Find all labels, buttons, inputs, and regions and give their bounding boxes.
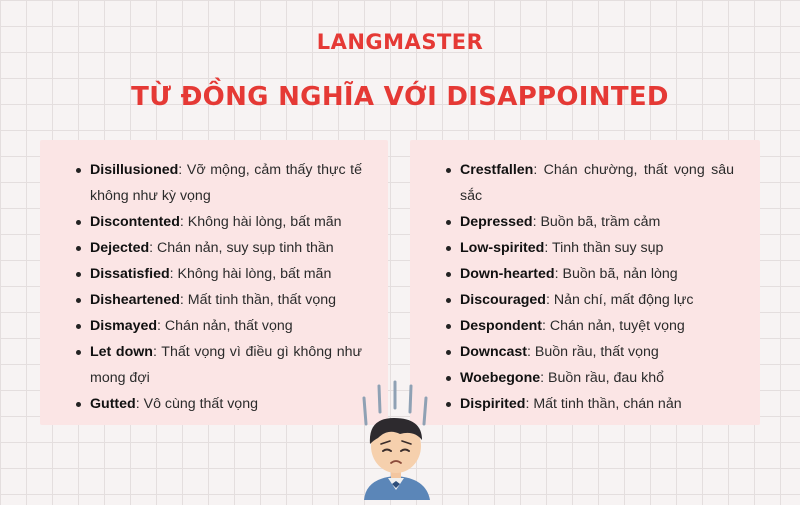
synonym-meaning: : Không hài lòng, bất mãn <box>169 266 332 282</box>
sad-person-icon <box>348 378 448 500</box>
synonym-term: Gutted <box>90 396 136 412</box>
synonym-meaning: : Vô cùng thất vọng <box>135 396 258 412</box>
synonym-list-right <box>410 140 760 417</box>
list-item <box>90 235 362 261</box>
synonym-meaning: : Vỡ mộng, cảm thấy thực tế không như kỳ vọng <box>90 162 362 204</box>
synonym-meaning: : Mất tinh thần, thất vọng <box>179 292 337 308</box>
synonym-meaning: : Buồn rầu, thất vọng <box>527 344 659 360</box>
synonym-meaning: : Buồn bã, trầm cảm <box>532 214 661 230</box>
page-title: TỪ ĐỒNG NGHĨA VỚI DISAPPOINTED <box>131 82 669 112</box>
synonym-term: Disheartened <box>90 292 180 308</box>
list-item <box>90 391 362 417</box>
brand-logo: LANGMASTER <box>316 30 484 54</box>
synonym-term: Dissatisfied <box>90 266 170 282</box>
synonym-term: Let down <box>90 344 153 360</box>
list-item <box>90 209 362 235</box>
synonym-term: Dejected <box>90 240 150 256</box>
list-item <box>460 157 734 209</box>
list-item <box>460 365 734 391</box>
synonym-term: Down-hearted <box>460 266 555 282</box>
synonym-meaning: : Thất vọng vì điều gì không như mong đợi <box>90 344 362 386</box>
synonym-card-left <box>40 140 388 425</box>
list-item <box>460 287 734 313</box>
list-item <box>460 313 734 339</box>
list-item <box>90 339 362 391</box>
synonym-list-left <box>40 140 388 417</box>
list-item <box>460 391 734 417</box>
synonym-term: Despondent <box>460 318 542 334</box>
synonym-term: Dismayed <box>90 318 158 334</box>
synonym-term: Dispirited <box>460 396 526 412</box>
synonym-term: Crestfallen <box>460 162 534 178</box>
list-item <box>460 339 734 365</box>
synonym-term: Discontented <box>90 214 180 230</box>
list-item <box>460 261 734 287</box>
synonym-meaning: : Chán nản, suy sụp tinh thần <box>149 240 334 256</box>
list-item <box>90 261 362 287</box>
list-item <box>90 157 362 209</box>
synonym-card-right <box>410 140 760 425</box>
synonym-meaning: : Không hài lòng, bất mãn <box>179 214 342 230</box>
synonym-term: Depressed <box>460 214 533 230</box>
synonym-term: Low-spirited <box>460 240 545 256</box>
synonym-meaning: : Chán nản, tuyệt vọng <box>541 318 685 334</box>
synonym-term: Woebegone <box>460 370 541 386</box>
synonym-term: Downcast <box>460 344 528 360</box>
list-item <box>90 287 362 313</box>
list-item <box>460 235 734 261</box>
synonym-term: Discouraged <box>460 292 546 308</box>
synonym-meaning: : Mất tinh thần, chán nản <box>525 396 682 412</box>
synonym-meaning: : Chán chường, thất vọng sâu sắc <box>460 162 734 204</box>
synonym-meaning: : Nản chí, mất động lực <box>545 292 694 308</box>
synonym-meaning: : Buồn bã, nản lòng <box>554 266 678 282</box>
synonym-meaning: : Chán nản, thất vọng <box>157 318 293 334</box>
list-item <box>460 209 734 235</box>
synonym-term: Disillusioned <box>90 162 179 178</box>
synonym-meaning: : Buồn rầu, đau khổ <box>540 370 664 386</box>
synonym-meaning: : Tinh thần suy sụp <box>544 240 664 256</box>
list-item <box>90 313 362 339</box>
